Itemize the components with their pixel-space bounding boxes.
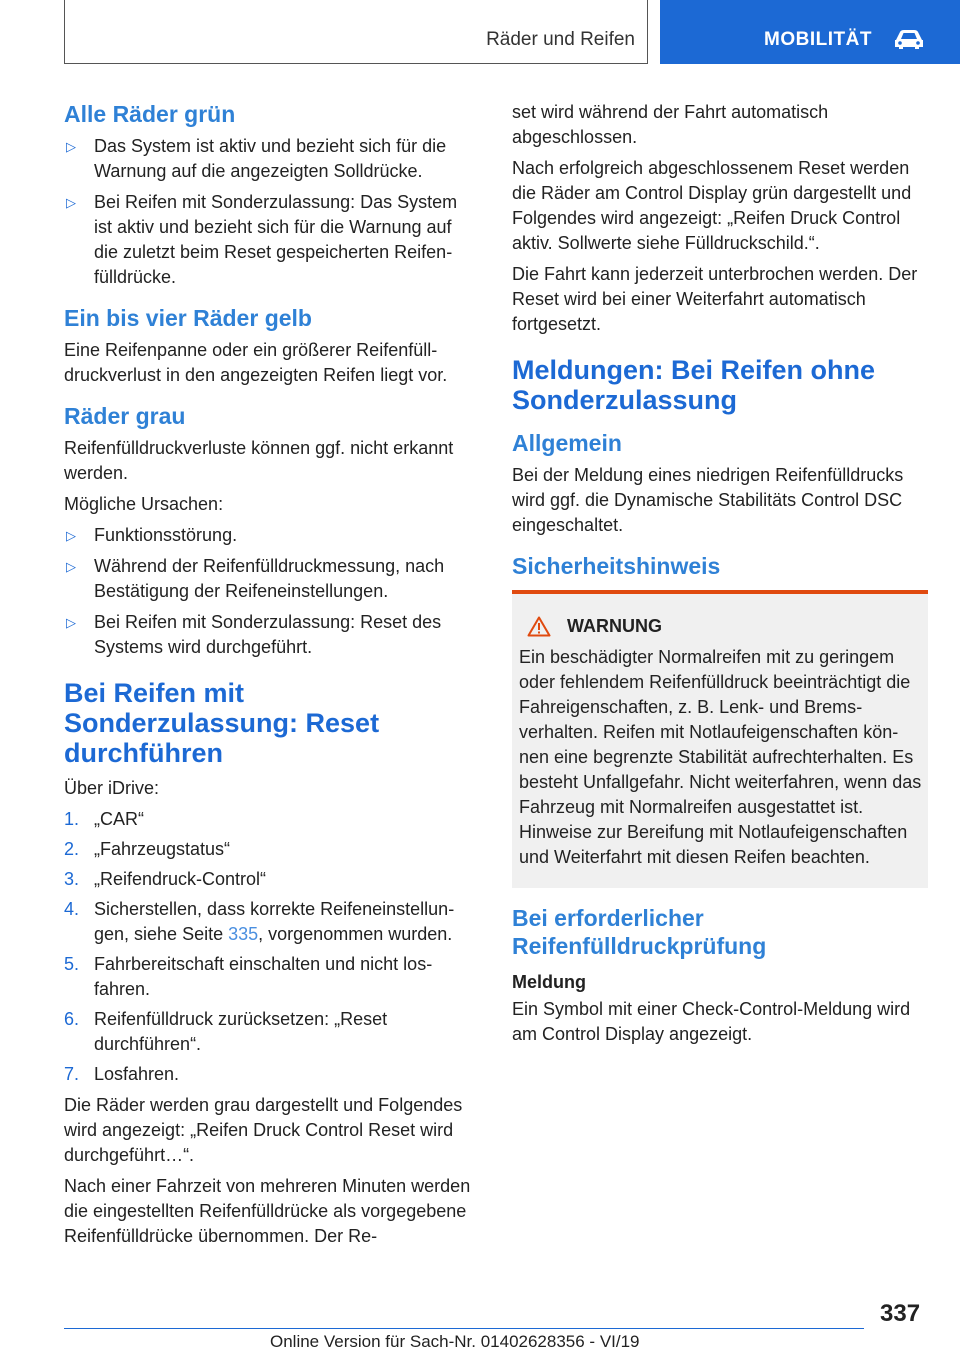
message-text: Ein Symbol mit einer Check-Control-Meldung wird am Control Display angezeigt. <box>512 999 911 1044</box>
step-text: Sicherstellen, dass korrekte Reifeneinstellungen, siehe Seite <box>94 899 455 944</box>
car-icon <box>892 28 926 50</box>
footer-divider <box>64 1328 864 1329</box>
all-green-list <box>64 134 480 290</box>
step-number: 7. <box>64 1064 80 1084</box>
step-text-after: , vorgenommen wurden. <box>258 924 453 944</box>
list-item: ▷ Bei Reifen mit Sonderzulassung: Reset des Systems wird durchgeführt. <box>64 610 480 660</box>
step-text: „CAR“ <box>94 809 144 829</box>
step-item <box>64 897 480 947</box>
step-number: 3. <box>64 869 80 889</box>
warning-text: Ein beschädigter Normalreifen mit zu geringem oder fehlendem Reifenfülldruck beeinträchtigt die Fahreigenschaften, z. B. Lenk- und Bremsverhalten. Reifen mit Notlaufeigenschaften können eine begrenzte Stabilität aufrechterhalten. Es besteht Unfallgefahr. Nicht weiterfahren, wenn das Fahrzeug mit Normalreifen ausgestattet ist. Hinweise zur Bereifung mit Notlaufeigenschaften und Weiterfahrt mit diesen Reifen beachten. <box>519 647 922 867</box>
steps-list <box>64 807 480 1087</box>
heading-general: Allgemein <box>512 430 622 456</box>
heading-check: Bei erforderlicher Reifenfülldruckprüfung <box>512 905 767 959</box>
chapter-label: MOBILITÄT <box>764 29 872 50</box>
step-number: 1. <box>64 809 80 829</box>
step-item <box>64 807 480 832</box>
section-title: Räder und Reifen <box>486 29 635 50</box>
step-number: 4. <box>64 899 80 919</box>
step-item <box>64 1007 480 1057</box>
right-column <box>512 100 928 1053</box>
heading-yellow: Ein bis vier Räder gelb <box>64 305 312 331</box>
step-number: 2. <box>64 839 80 859</box>
step-number: 6. <box>64 1009 80 1029</box>
step-text: Reifenfülldruck zurücksetzen: „Reset durchführen“. <box>94 1009 388 1054</box>
step-item <box>64 837 480 862</box>
heading-safety: Sicherheitshinweis <box>512 553 721 579</box>
step-text: „Reifendruck-Control“ <box>94 869 267 889</box>
list-item: ▷ Bei Reifen mit Sonderzulassung: Das System ist aktiv und bezieht sich für die Warnung auf die zuletzt beim Reset gespeicherten Reifenfülldrücke. <box>64 190 480 290</box>
warning-label: WARNUNG <box>567 616 662 636</box>
interrupt-text: Die Fahrt kann jederzeit unterbrochen werden. Der Reset wird bei einer Weiterfahrt automatisch fortgesetzt. <box>512 264 918 334</box>
causes-intro: Mögliche Ursachen: <box>64 494 224 514</box>
footer-online-version <box>270 1332 640 1352</box>
warning-box <box>512 590 928 888</box>
heading-messages: Meldungen: Bei Reifen ohne Sonderzulassung <box>512 355 876 415</box>
reset-done-text: Nach erfolgreich abgeschlossenem Reset werden die Räder am Control Display grün dargestellt und Folgendes wird angezeigt: „Reifen Druck Control aktiv. Sollwerte siehe Fülldruckschild.“. <box>512 158 912 253</box>
step-text: „Fahrzeugstatus“ <box>94 839 231 859</box>
heading-all-green: Alle Räder grün <box>64 101 236 127</box>
after-steps-text: Die Räder werden grau dargestellt und Folgendes wird angezeigt: „Reifen Druck Control Reset wird durchgeführt…“. <box>64 1095 463 1165</box>
heading-message: Meldung <box>512 972 586 992</box>
left-column <box>64 100 480 1255</box>
warning-title <box>519 614 922 639</box>
warning-triangle-icon <box>527 616 551 637</box>
page-link[interactable]: 335 <box>228 924 259 944</box>
general-text: Bei der Meldung eines niedrigen Reifenfülldrucks wird ggf. die Dynamische Stabilitäts Control DSC eingeschaltet. <box>512 465 904 535</box>
step-item <box>64 1062 480 1087</box>
step-number: 5. <box>64 954 80 974</box>
yellow-text: Eine Reifenpanne oder ein größerer Reifenfülldruckverlust in den angezeigten Reifen liegt vor. <box>64 340 448 385</box>
heading-grey: Räder grau <box>64 403 186 429</box>
page-number: 337 <box>880 1300 921 1327</box>
after-steps-text: Nach einer Fahrzeit von mehreren Minuten werden die eingestellten Reifenfülldrücke als vorgegebene Reifenfülldrücke übernommen. Der Re- <box>64 1176 471 1246</box>
step-item <box>64 952 480 1002</box>
footer-text: Online Version für Sach-Nr. 01402628356 - VI/19 <box>270 1332 640 1351</box>
header-section-box <box>64 0 648 64</box>
list-item: ▷ Das System ist aktiv und bezieht sich für die Warnung auf die angezeigten Solldrücke. <box>64 134 480 184</box>
chapter-tab[interactable] <box>660 0 960 64</box>
heading-reset: Bei Reifen mit Sonderzulassung: Reset durchführen <box>64 678 380 768</box>
step-text: Fahrbereitschaft einschalten und nicht losfahren. <box>94 954 433 999</box>
grey-text: Reifenfülldruckverluste können ggf. nicht erkannt werden. <box>64 438 454 483</box>
idrive-intro: Über iDrive: <box>64 778 160 798</box>
step-text: Losfahren. <box>94 1064 180 1084</box>
continued-text: set wird während der Fahrt automatisch abgeschlossen. <box>512 102 829 147</box>
list-item: ▷ Funktionsstörung. <box>64 523 480 548</box>
list-item: ▷ Während der Reifenfülldruckmessung, nach Bestätigung der Reifeneinstellungen. <box>64 554 480 604</box>
step-item <box>64 867 480 892</box>
causes-list <box>64 523 480 660</box>
